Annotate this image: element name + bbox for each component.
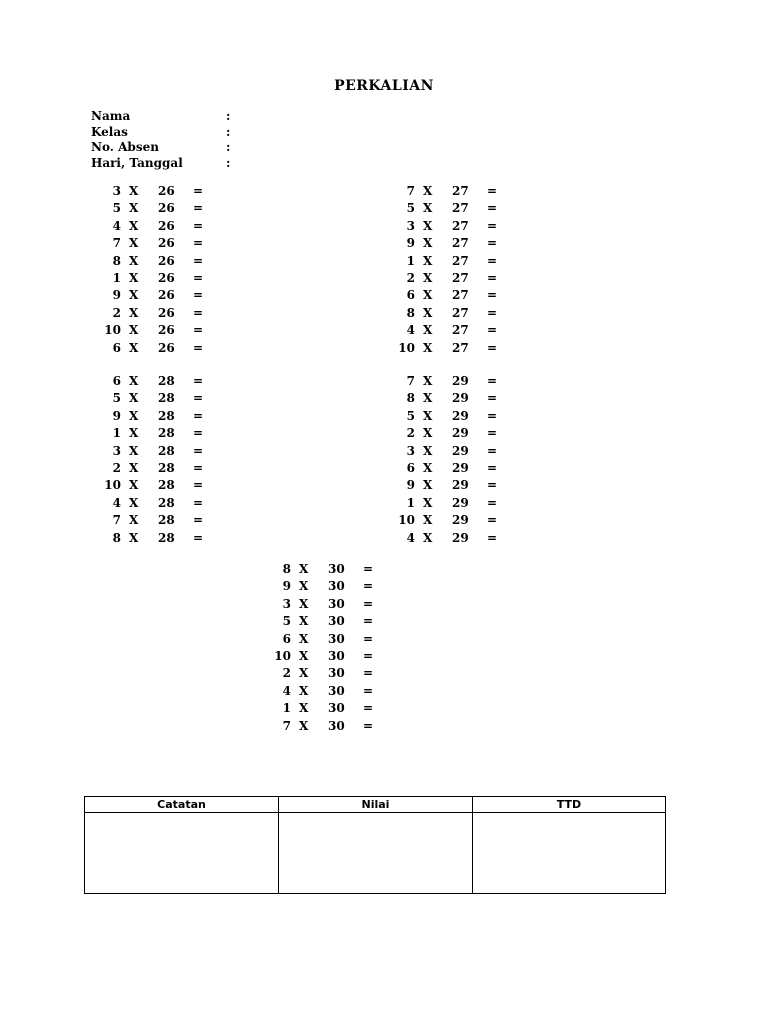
equals-sign: = (363, 683, 374, 698)
times-operator: X (423, 530, 433, 545)
times-operator: X (423, 218, 433, 233)
problem-row (266, 718, 376, 735)
equals-sign: = (193, 408, 204, 423)
problem-row (390, 390, 500, 407)
factor-number: 9 (406, 478, 415, 493)
multiplier-number: 29 (452, 460, 469, 475)
equals-sign: = (193, 513, 204, 528)
factor-number: 2 (282, 666, 291, 681)
multiplier-number: 30 (328, 614, 345, 629)
factor-number: 6 (282, 631, 291, 646)
problem-block-30 (266, 561, 376, 735)
problem-row (390, 253, 500, 270)
problem-row (96, 530, 206, 547)
factor-number: 5 (112, 391, 121, 406)
factor-number: 2 (112, 305, 121, 320)
problem-row (390, 183, 500, 200)
factor-number: 3 (282, 596, 291, 611)
problem-block-28 (96, 373, 206, 547)
factor-number: 6 (112, 340, 121, 355)
factor-number: 1 (112, 270, 121, 285)
problem-row (96, 373, 206, 390)
problem-row (96, 183, 206, 200)
factor-number: 4 (112, 218, 121, 233)
info-row-no-absen (91, 140, 241, 156)
times-operator: X (299, 614, 309, 629)
times-operator: X (423, 391, 433, 406)
factor-number: 3 (406, 218, 415, 233)
times-operator: X (423, 426, 433, 441)
equals-sign: = (487, 218, 498, 233)
equals-sign: = (193, 374, 204, 388)
factor-number: 9 (112, 288, 121, 303)
assessment-table (84, 796, 666, 894)
times-operator: X (129, 530, 139, 545)
problem-row (266, 683, 376, 700)
problem-row (390, 340, 500, 357)
times-operator: X (423, 201, 433, 216)
multiplier-number: 30 (328, 648, 345, 663)
multiplier-number: 26 (158, 201, 175, 216)
problem-row (96, 287, 206, 304)
times-operator: X (129, 236, 139, 251)
times-operator: X (423, 184, 433, 198)
factor-number: 10 (398, 513, 415, 528)
multiplier-number: 26 (158, 236, 175, 251)
problem-row (390, 218, 500, 235)
problem-row (390, 495, 500, 512)
equals-sign: = (487, 270, 498, 285)
table-header-nilai: Nilai (279, 797, 473, 813)
factor-number: 7 (406, 184, 415, 198)
multiplier-number: 28 (158, 374, 175, 388)
multiplier-number: 28 (158, 478, 175, 493)
equals-sign: = (193, 460, 204, 475)
problem-row (390, 373, 500, 390)
multiplier-number: 28 (158, 443, 175, 458)
factor-number: 8 (112, 253, 121, 268)
factor-number: 3 (112, 443, 121, 458)
equals-sign: = (363, 701, 374, 716)
problem-row (390, 477, 500, 494)
times-operator: X (423, 236, 433, 251)
times-operator: X (129, 340, 139, 355)
equals-sign: = (487, 323, 498, 338)
times-operator: X (423, 270, 433, 285)
multiplier-number: 27 (452, 201, 469, 216)
times-operator: X (423, 460, 433, 475)
equals-sign: = (193, 443, 204, 458)
multiplier-number: 26 (158, 323, 175, 338)
info-row-nama (91, 109, 241, 125)
times-operator: X (299, 683, 309, 698)
problem-row (96, 305, 206, 322)
times-operator: X (423, 340, 433, 355)
equals-sign: = (193, 530, 204, 545)
problem-row (96, 460, 206, 477)
equals-sign: = (193, 184, 204, 198)
times-operator: X (423, 305, 433, 320)
multiplier-number: 30 (328, 701, 345, 716)
problem-row (96, 477, 206, 494)
multiplier-number: 29 (452, 426, 469, 441)
factor-number: 4 (112, 495, 121, 510)
equals-sign: = (193, 391, 204, 406)
multiplier-number: 30 (328, 579, 345, 594)
info-label: Kelas (91, 124, 128, 139)
factor-number: 1 (282, 701, 291, 716)
multiplier-number: 30 (328, 683, 345, 698)
factor-number: 7 (282, 718, 291, 733)
multiplier-number: 29 (452, 530, 469, 545)
equals-sign: = (487, 374, 498, 388)
problem-row (390, 425, 500, 442)
problem-block-27 (390, 183, 500, 357)
equals-sign: = (193, 305, 204, 320)
problem-row (390, 200, 500, 217)
equals-sign: = (363, 614, 374, 629)
factor-number: 8 (282, 562, 291, 576)
times-operator: X (423, 513, 433, 528)
equals-sign: = (487, 184, 498, 198)
factor-number: 8 (112, 530, 121, 545)
times-operator: X (423, 495, 433, 510)
problem-row (96, 495, 206, 512)
multiplier-number: 26 (158, 270, 175, 285)
multiplier-number: 29 (452, 495, 469, 510)
equals-sign: = (193, 323, 204, 338)
catatan-cell[interactable] (85, 813, 279, 893)
multiplier-number: 27 (452, 340, 469, 355)
factor-number: 4 (406, 530, 415, 545)
equals-sign: = (363, 562, 374, 576)
times-operator: X (299, 631, 309, 646)
times-operator: X (129, 426, 139, 441)
multiplier-number: 26 (158, 288, 175, 303)
problem-row (96, 218, 206, 235)
times-operator: X (129, 408, 139, 423)
multiplier-number: 30 (328, 562, 345, 576)
times-operator: X (423, 478, 433, 493)
multiplier-number: 27 (452, 270, 469, 285)
factor-number: 5 (406, 408, 415, 423)
factor-number: 7 (406, 374, 415, 388)
problem-row (390, 322, 500, 339)
times-operator: X (299, 562, 309, 576)
multiplier-number: 30 (328, 718, 345, 733)
factor-number: 10 (274, 648, 291, 663)
problem-row (266, 631, 376, 648)
multiplier-number: 29 (452, 478, 469, 493)
times-operator: X (129, 460, 139, 475)
factor-number: 3 (112, 184, 121, 198)
problem-row (266, 596, 376, 613)
times-operator: X (129, 184, 139, 198)
times-operator: X (299, 718, 309, 733)
multiplier-number: 29 (452, 513, 469, 528)
factor-number: 8 (406, 391, 415, 406)
factor-number: 3 (406, 443, 415, 458)
factor-number: 5 (406, 201, 415, 216)
factor-number: 10 (104, 323, 121, 338)
factor-number: 7 (112, 513, 121, 528)
equals-sign: = (193, 270, 204, 285)
factor-number: 9 (282, 579, 291, 594)
times-operator: X (299, 701, 309, 716)
multiplier-number: 27 (452, 305, 469, 320)
factor-number: 1 (112, 426, 121, 441)
multiplier-number: 30 (328, 631, 345, 646)
factor-number: 7 (112, 236, 121, 251)
multiplier-number: 27 (452, 218, 469, 233)
times-operator: X (129, 253, 139, 268)
problem-row (390, 460, 500, 477)
equals-sign: = (363, 718, 374, 733)
ttd-cell[interactable] (473, 813, 665, 893)
problem-row (96, 235, 206, 252)
times-operator: X (299, 579, 309, 594)
factor-number: 9 (112, 408, 121, 423)
times-operator: X (423, 374, 433, 388)
equals-sign: = (487, 391, 498, 406)
equals-sign: = (363, 631, 374, 646)
times-operator: X (129, 391, 139, 406)
equals-sign: = (193, 495, 204, 510)
multiplier-number: 28 (158, 408, 175, 423)
times-operator: X (299, 596, 309, 611)
table-header-catatan: Catatan (85, 797, 279, 813)
times-operator: X (423, 253, 433, 268)
equals-sign: = (193, 218, 204, 233)
problem-block-26 (96, 183, 206, 357)
factor-number: 6 (112, 374, 121, 388)
equals-sign: = (193, 340, 204, 355)
multiplier-number: 28 (158, 426, 175, 441)
factor-number: 1 (406, 253, 415, 268)
equals-sign: = (363, 666, 374, 681)
times-operator: X (129, 374, 139, 388)
factor-number: 2 (112, 460, 121, 475)
times-operator: X (299, 648, 309, 663)
problem-row (96, 322, 206, 339)
problem-row (96, 425, 206, 442)
problem-row (96, 443, 206, 460)
times-operator: X (129, 305, 139, 320)
problem-row (96, 270, 206, 287)
student-info (91, 109, 241, 171)
multiplier-number: 26 (158, 253, 175, 268)
equals-sign: = (487, 253, 498, 268)
problem-row (390, 305, 500, 322)
times-operator: X (129, 323, 139, 338)
info-colon: : (226, 155, 231, 170)
problem-row (266, 578, 376, 595)
factor-number: 6 (406, 460, 415, 475)
equals-sign: = (487, 340, 498, 355)
equals-sign: = (193, 426, 204, 441)
multiplier-number: 29 (452, 408, 469, 423)
multiplier-number: 28 (158, 495, 175, 510)
multiplier-number: 26 (158, 184, 175, 198)
multiplier-number: 26 (158, 340, 175, 355)
equals-sign: = (487, 530, 498, 545)
equals-sign: = (487, 513, 498, 528)
info-row-kelas (91, 125, 241, 141)
page-title: PERKALIAN (334, 78, 434, 94)
multiplier-number: 28 (158, 530, 175, 545)
equals-sign: = (487, 408, 498, 423)
equals-sign: = (487, 236, 498, 251)
problem-row (390, 270, 500, 287)
equals-sign: = (363, 648, 374, 663)
multiplier-number: 26 (158, 305, 175, 320)
problem-row (266, 665, 376, 682)
multiplier-number: 27 (452, 253, 469, 268)
multiplier-number: 30 (328, 666, 345, 681)
times-operator: X (423, 323, 433, 338)
info-colon: : (226, 109, 231, 123)
times-operator: X (423, 408, 433, 423)
equals-sign: = (487, 495, 498, 510)
times-operator: X (129, 201, 139, 216)
multiplier-number: 27 (452, 323, 469, 338)
equals-sign: = (193, 288, 204, 303)
nilai-cell[interactable] (279, 813, 473, 893)
times-operator: X (423, 443, 433, 458)
equals-sign: = (487, 443, 498, 458)
problem-row (266, 561, 376, 578)
times-operator: X (299, 666, 309, 681)
multiplier-number: 29 (452, 443, 469, 458)
equals-sign: = (193, 201, 204, 216)
problem-row (96, 253, 206, 270)
info-colon: : (226, 140, 231, 154)
times-operator: X (129, 288, 139, 303)
info-row-hari-tanggal (91, 156, 241, 172)
factor-number: 4 (282, 683, 291, 698)
factor-number: 2 (406, 426, 415, 441)
multiplier-number: 26 (158, 218, 175, 233)
factor-number: 5 (282, 614, 291, 629)
info-colon: : (226, 124, 231, 139)
factor-number: 6 (406, 288, 415, 303)
factor-number: 8 (406, 305, 415, 320)
problem-row (390, 408, 500, 425)
factor-number: 4 (406, 323, 415, 338)
problem-row (390, 530, 500, 547)
times-operator: X (129, 270, 139, 285)
problem-row (96, 200, 206, 217)
factor-number: 9 (406, 236, 415, 251)
problem-row (266, 613, 376, 630)
problem-row (390, 235, 500, 252)
equals-sign: = (193, 253, 204, 268)
problem-row (96, 408, 206, 425)
equals-sign: = (193, 478, 204, 493)
times-operator: X (129, 218, 139, 233)
multiplier-number: 30 (328, 596, 345, 611)
multiplier-number: 28 (158, 391, 175, 406)
problem-row (266, 700, 376, 717)
info-label: Nama (91, 109, 131, 123)
problem-row (390, 287, 500, 304)
table-header-ttd: TTD (473, 797, 665, 813)
times-operator: X (129, 513, 139, 528)
equals-sign: = (363, 579, 374, 594)
times-operator: X (423, 288, 433, 303)
multiplier-number: 29 (452, 374, 469, 388)
equals-sign: = (487, 288, 498, 303)
times-operator: X (129, 478, 139, 493)
factor-number: 1 (406, 495, 415, 510)
equals-sign: = (487, 201, 498, 216)
multiplier-number: 28 (158, 513, 175, 528)
equals-sign: = (487, 460, 498, 475)
equals-sign: = (193, 236, 204, 251)
multiplier-number: 27 (452, 288, 469, 303)
factor-number: 2 (406, 270, 415, 285)
equals-sign: = (487, 426, 498, 441)
problem-row (390, 443, 500, 460)
problem-row (390, 512, 500, 529)
info-label: Hari, Tanggal (91, 155, 183, 170)
problem-row (96, 340, 206, 357)
problem-block-29 (390, 373, 500, 547)
equals-sign: = (363, 596, 374, 611)
times-operator: X (129, 495, 139, 510)
multiplier-number: 29 (452, 391, 469, 406)
factor-number: 5 (112, 201, 121, 216)
factor-number: 10 (104, 478, 121, 493)
problem-row (96, 512, 206, 529)
times-operator: X (129, 443, 139, 458)
problem-row (266, 648, 376, 665)
multiplier-number: 28 (158, 460, 175, 475)
info-label: No. Absen (91, 140, 159, 154)
problem-row (96, 390, 206, 407)
equals-sign: = (487, 478, 498, 493)
multiplier-number: 27 (452, 184, 469, 198)
factor-number: 10 (398, 340, 415, 355)
equals-sign: = (487, 305, 498, 320)
multiplier-number: 27 (452, 236, 469, 251)
